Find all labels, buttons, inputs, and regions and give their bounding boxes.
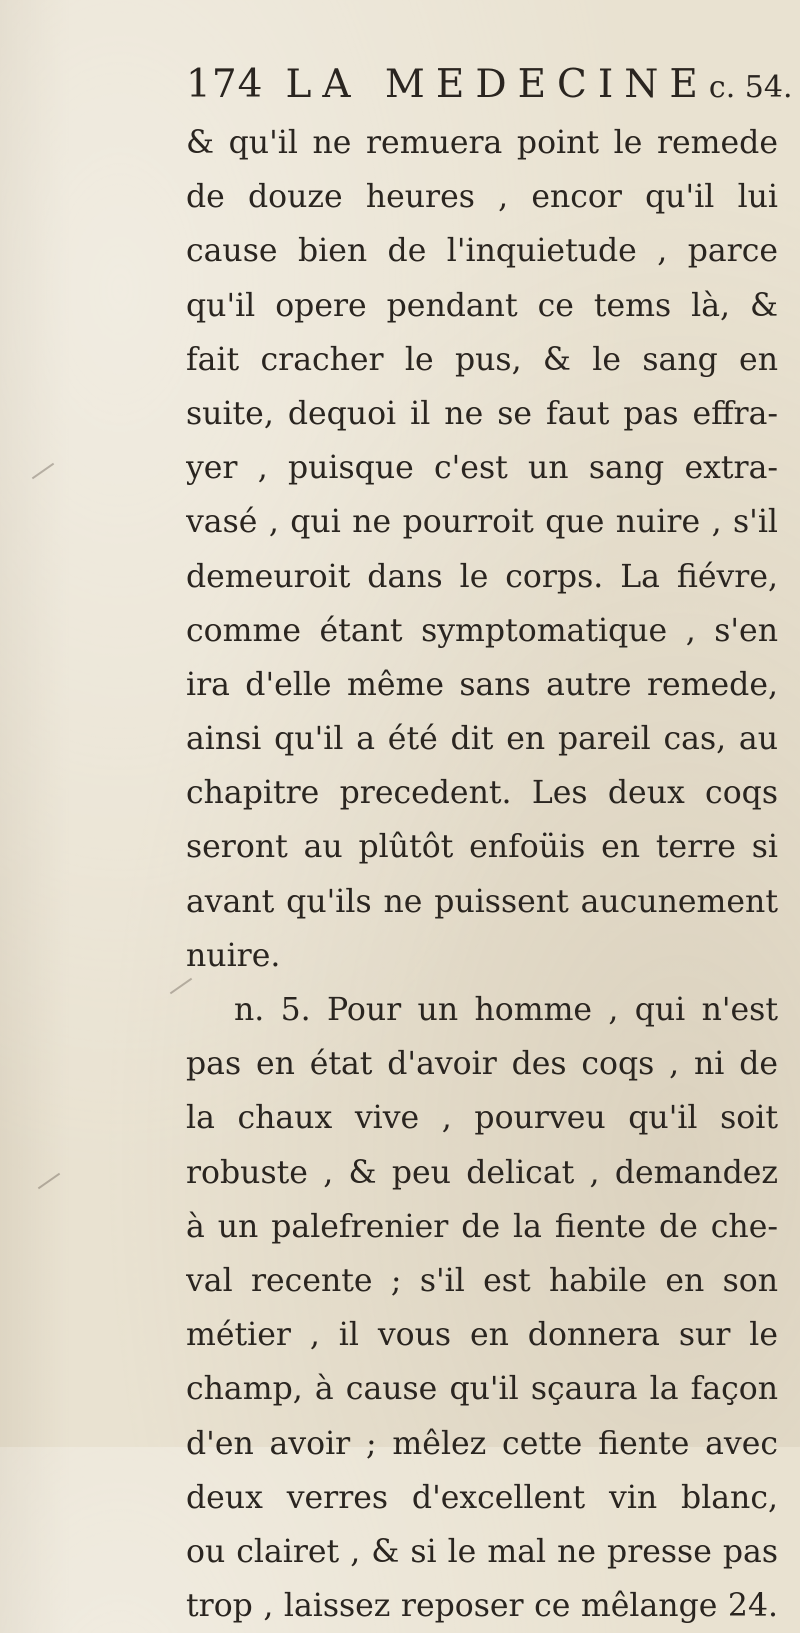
text-line: comme étant symptomatique , s'en bbox=[186, 612, 778, 649]
page-body-text bbox=[186, 116, 778, 1633]
text-line: cause bien de l'inquietude , parce bbox=[186, 233, 778, 270]
text-line: avant qu'ils ne puissent aucunement bbox=[186, 883, 778, 920]
text-line: nuire. bbox=[186, 937, 281, 974]
text-line: vasé , qui ne pourroit que nuire , s'il bbox=[186, 504, 778, 541]
text-line: deux verres d'excellent vin blanc, bbox=[186, 1479, 778, 1516]
text-line: à un palefrenier de la fiente de che- bbox=[186, 1208, 778, 1245]
text-line: trop , laissez reposer ce mêlange 24. bbox=[186, 1588, 778, 1625]
text-line: suite, dequoi il ne se faut pas effra- bbox=[186, 395, 778, 432]
text-line: champ, à cause qu'il sçaura la façon bbox=[186, 1371, 778, 1408]
text-line: de douze heures , encor qu'il lui bbox=[186, 179, 778, 216]
text-line: ainsi qu'il a été dit en pareil cas, au bbox=[186, 721, 778, 758]
text-line: n. 5. Pour un homme , qui n'est bbox=[234, 992, 778, 1028]
text-line: chapitre precedent. Les deux coqs bbox=[186, 775, 778, 812]
paper-scratch-mark bbox=[32, 463, 54, 480]
text-line: ou clairet , & si le mal ne presse pas bbox=[186, 1533, 778, 1570]
text-line: seront au plûtôt enfoüis en terre si bbox=[186, 829, 778, 866]
running-title: LA MEDECINE bbox=[285, 62, 709, 107]
text-line: yer , puisque c'est un sang extra- bbox=[186, 450, 778, 487]
running-header bbox=[186, 62, 793, 118]
text-line: robuste , & peu delicat , demandez bbox=[186, 1154, 778, 1191]
text-line: d'en avoir ; mêlez cette fiente avec bbox=[186, 1425, 778, 1462]
text-line: la chaux vive , pourveu qu'il soit bbox=[186, 1100, 778, 1137]
text-line: fait cracher le pus, & le sang en bbox=[186, 341, 778, 378]
text-line: demeuroit dans le corps. La fiévre, bbox=[186, 558, 778, 595]
text-line: qu'il opere pendant ce tems là, & bbox=[186, 287, 778, 324]
text-line: ira d'elle même sans autre remede, bbox=[186, 666, 778, 703]
paper-scratch-mark bbox=[38, 1173, 60, 1190]
page-number: 174 bbox=[186, 62, 264, 107]
text-line: métier , il vous en donnera sur le bbox=[186, 1317, 778, 1354]
text-line: val recente ; s'il est habile en son bbox=[186, 1262, 778, 1299]
text-line: pas en état d'avoir des coqs , ni de bbox=[186, 1046, 778, 1083]
text-line: & qu'il ne remuera point le remede bbox=[186, 125, 778, 161]
section-reference: c. 54. bbox=[708, 70, 793, 105]
